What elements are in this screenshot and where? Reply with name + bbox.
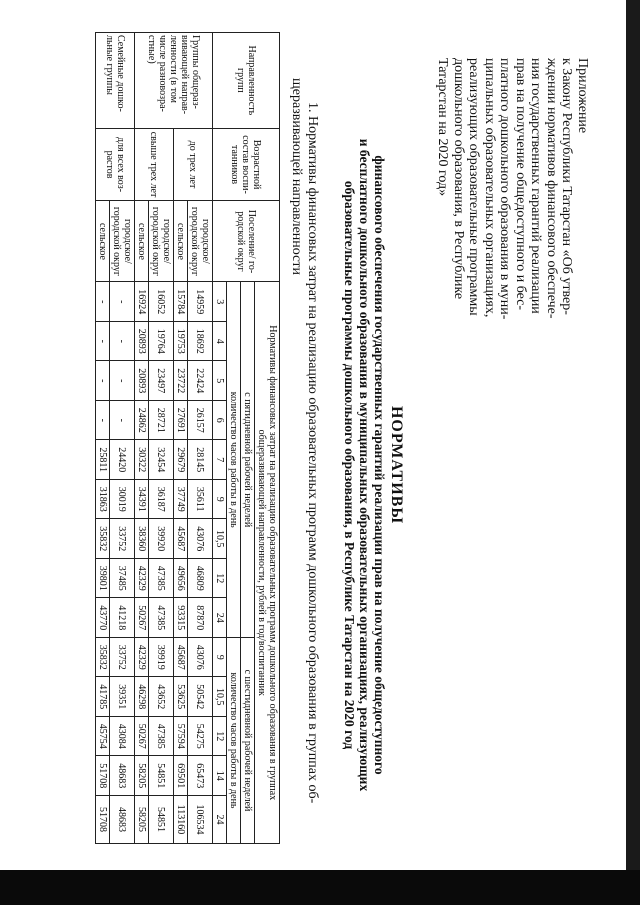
settlement-cell: городское/ городской округ bbox=[149, 201, 174, 282]
value-cell: 54851 bbox=[149, 795, 174, 843]
document-heading bbox=[342, 70, 405, 860]
value-cell: 16052 bbox=[149, 282, 174, 322]
value-cell: 32454 bbox=[149, 440, 174, 480]
header-age: Возрастной состав воспи-танников bbox=[213, 128, 280, 201]
value-cell: 45754 bbox=[96, 716, 110, 756]
header-hours-per-day: количество часов работы в день bbox=[227, 637, 241, 843]
section-line: щеразвивающей направленности bbox=[289, 78, 305, 275]
value-cell: 25811 bbox=[96, 440, 110, 480]
hour-header: 10,5 bbox=[213, 519, 227, 559]
value-cell: - bbox=[110, 361, 135, 401]
hour-header: 12 bbox=[213, 716, 227, 756]
value-cell: 27691 bbox=[174, 400, 188, 440]
value-cell: 45687 bbox=[174, 637, 188, 677]
hour-header: 7 bbox=[213, 440, 227, 480]
value-cell: 49656 bbox=[174, 558, 188, 598]
value-cell: - bbox=[96, 282, 110, 322]
value-cell: 39801 bbox=[96, 558, 110, 598]
value-cell: 22424 bbox=[188, 361, 213, 401]
value-cell: 35832 bbox=[96, 519, 110, 559]
value-cell: 47385 bbox=[149, 598, 174, 638]
table-row bbox=[110, 33, 135, 844]
header-five-day-week: с пятидневной рабочей неделей bbox=[241, 282, 255, 638]
value-cell: 28721 bbox=[149, 400, 174, 440]
value-cell: 51708 bbox=[96, 756, 110, 796]
value-cell: 43076 bbox=[188, 519, 213, 559]
value-cell: 87870 bbox=[188, 598, 213, 638]
hour-header: 24 bbox=[213, 598, 227, 638]
appendix-line: ждении нормативов финансового обеспече- bbox=[544, 58, 559, 319]
value-cell: 20893 bbox=[135, 361, 149, 401]
hour-header: 12 bbox=[213, 558, 227, 598]
value-cell: 50267 bbox=[135, 598, 149, 638]
value-cell: 33752 bbox=[110, 519, 135, 559]
value-cell: 47385 bbox=[149, 716, 174, 756]
hour-header: 3 bbox=[213, 282, 227, 322]
value-cell: 46298 bbox=[135, 677, 149, 717]
table-row bbox=[149, 33, 174, 844]
value-cell: 106534 bbox=[188, 795, 213, 843]
value-cell: 36187 bbox=[149, 479, 174, 519]
value-cell: 18692 bbox=[188, 321, 213, 361]
value-cell: 43652 bbox=[149, 677, 174, 717]
value-cell: 93315 bbox=[174, 598, 188, 638]
value-cell: 43084 bbox=[110, 716, 135, 756]
value-cell: - bbox=[110, 321, 135, 361]
value-cell: 30019 bbox=[110, 479, 135, 519]
hour-header: 5 bbox=[213, 361, 227, 401]
value-cell: 37749 bbox=[174, 479, 188, 519]
value-cell: 24420 bbox=[110, 440, 135, 480]
appendix-line: Приложение bbox=[575, 58, 590, 134]
value-cell: 38360 bbox=[135, 519, 149, 559]
value-cell: 39920 bbox=[149, 519, 174, 559]
value-cell: 35832 bbox=[96, 637, 110, 677]
value-cell: 53625 bbox=[174, 677, 188, 717]
value-cell: 42329 bbox=[135, 637, 149, 677]
value-cell: - bbox=[110, 282, 135, 322]
appendix-line: платного дошкольного образования в муни- bbox=[497, 58, 513, 320]
hour-header: 24 bbox=[213, 795, 227, 843]
value-cell: 57594 bbox=[174, 716, 188, 756]
settlement-cell: сельское bbox=[96, 201, 110, 282]
group-general: Группы общераз-вивающей направ-ленности (в том числе разновозра-стные) bbox=[135, 33, 213, 129]
section-title bbox=[289, 78, 320, 818]
value-cell: 41218 bbox=[110, 598, 135, 638]
value-cell: - bbox=[96, 400, 110, 440]
value-cell: 23722 bbox=[174, 361, 188, 401]
value-cell: 24862 bbox=[135, 400, 149, 440]
value-cell: - bbox=[96, 321, 110, 361]
value-cell: 58205 bbox=[135, 795, 149, 843]
hour-header: 9 bbox=[213, 479, 227, 519]
hour-header: 10,5 bbox=[213, 677, 227, 717]
scan-edge-strip bbox=[626, 0, 640, 870]
value-cell: 31863 bbox=[96, 479, 110, 519]
value-cell: 39919 bbox=[149, 637, 174, 677]
value-cell: 41785 bbox=[96, 677, 110, 717]
header-six-day-week: с шестидневной рабочей неделей bbox=[241, 637, 255, 843]
header-direction: Направленность групп bbox=[213, 33, 280, 129]
value-cell: 47385 bbox=[149, 558, 174, 598]
value-cell: 14959 bbox=[188, 282, 213, 322]
value-cell: - bbox=[110, 400, 135, 440]
hour-header: 6 bbox=[213, 400, 227, 440]
header-settlement: Поселение/ го-родской округ bbox=[213, 201, 280, 282]
appendix-line: Татарстан на 2020 год» bbox=[435, 58, 451, 197]
value-cell: 42329 bbox=[135, 558, 149, 598]
scanner-border bbox=[0, 870, 640, 905]
appendix-line: дошкольного образования, в Республике bbox=[451, 58, 466, 300]
value-cell: 39351 bbox=[110, 677, 135, 717]
group-family: Семейные дошко-льные группы bbox=[96, 33, 135, 129]
value-cell: 113160 bbox=[174, 795, 188, 843]
appendix-line: ципальных образовательных организациях, bbox=[482, 58, 497, 318]
value-cell: 23497 bbox=[149, 361, 174, 401]
header-norms: Нормативы финансовых затрат на реализацию образовательных программ дошкольного образования в группах общеразвивающей направленности, рублей в год/воспитанник bbox=[255, 282, 280, 844]
value-cell: 65473 bbox=[188, 756, 213, 796]
value-cell: 28145 bbox=[188, 440, 213, 480]
appendix-line: прав на получение общедоступного и бес- bbox=[513, 58, 528, 311]
value-cell: 35611 bbox=[188, 479, 213, 519]
value-cell: 37485 bbox=[110, 558, 135, 598]
value-cell: 34391 bbox=[135, 479, 149, 519]
table-row bbox=[188, 33, 213, 844]
value-cell: 48683 bbox=[110, 795, 135, 843]
value-cell: 69501 bbox=[174, 756, 188, 796]
hour-header: 9 bbox=[213, 637, 227, 677]
value-cell: 48683 bbox=[110, 756, 135, 796]
age-under-three: до трех лет bbox=[174, 128, 213, 201]
hour-header: 4 bbox=[213, 321, 227, 361]
value-cell: 45687 bbox=[174, 519, 188, 559]
age-all: для всех воз-растов bbox=[96, 128, 135, 201]
value-cell: 58205 bbox=[135, 756, 149, 796]
settlement-cell: сельское bbox=[174, 201, 188, 282]
appendix-line: ния государственных гарантий реализации bbox=[528, 58, 544, 314]
heading-line: образовательные программы дошкольного образования, в Республике Татарстан на 2020 год bbox=[342, 180, 357, 750]
value-cell: 50267 bbox=[135, 716, 149, 756]
appendix-line: реализующих образовательные программы bbox=[466, 58, 482, 316]
value-cell: 15784 bbox=[174, 282, 188, 322]
value-cell: 46809 bbox=[188, 558, 213, 598]
value-cell: 26157 bbox=[188, 400, 213, 440]
appendix-note bbox=[435, 58, 590, 418]
age-over-three: свыше трех лет bbox=[135, 128, 174, 201]
appendix-line: к Закону Республики Татарстан «Об утвер- bbox=[559, 58, 575, 315]
heading-line: финансового обеспечения государственных гарантий реализации прав на получение общедоступного bbox=[372, 155, 387, 775]
value-cell: 50542 bbox=[188, 677, 213, 717]
value-cell: 51708 bbox=[96, 795, 110, 843]
heading-line: и бесплатного дошкольного образования в муниципальных образовательных организациях, реализующих bbox=[357, 138, 372, 792]
settlement-cell: городское/ городской округ bbox=[110, 201, 135, 282]
value-cell: 29679 bbox=[174, 440, 188, 480]
value-cell: 54851 bbox=[149, 756, 174, 796]
value-cell: 30322 bbox=[135, 440, 149, 480]
value-cell: 19764 bbox=[149, 321, 174, 361]
value-cell: 19753 bbox=[174, 321, 188, 361]
norms-table bbox=[95, 32, 280, 844]
header-hours-per-day: количество часов работы в день bbox=[227, 282, 241, 638]
heading-title: НОРМАТИВЫ bbox=[388, 405, 405, 525]
settlement-cell: сельское bbox=[135, 201, 149, 282]
value-cell: 43076 bbox=[188, 637, 213, 677]
section-line: 1. Нормативы финансовых затрат на реализацию образовательных программ дошкольного образования в группах об- bbox=[305, 102, 320, 804]
value-cell: 43770 bbox=[96, 598, 110, 638]
value-cell: - bbox=[96, 361, 110, 401]
value-cell: 16924 bbox=[135, 282, 149, 322]
value-cell: 33752 bbox=[110, 637, 135, 677]
value-cell: 20893 bbox=[135, 321, 149, 361]
settlement-cell: городское/ городской округ bbox=[188, 201, 213, 282]
hour-header: 14 bbox=[213, 756, 227, 796]
value-cell: 54275 bbox=[188, 716, 213, 756]
